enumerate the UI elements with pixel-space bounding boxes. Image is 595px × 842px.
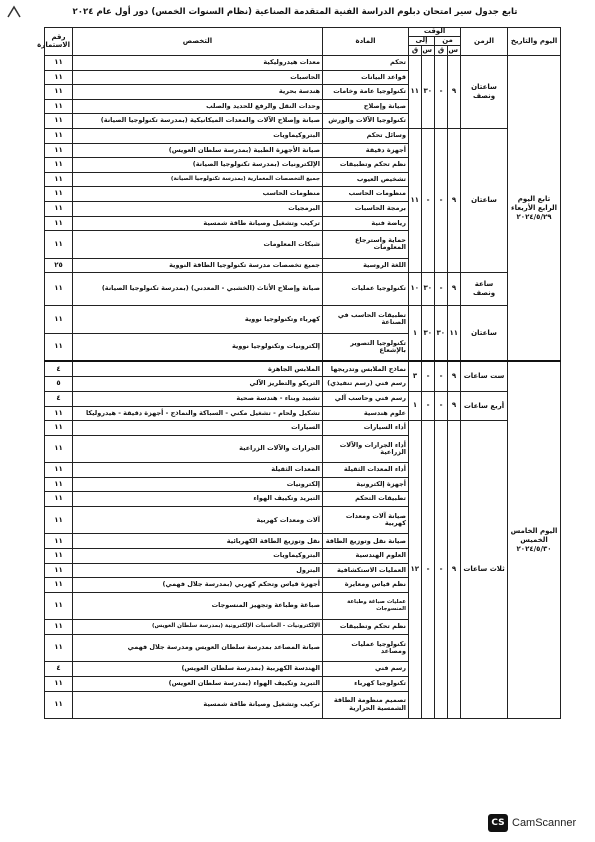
row-specialization: إلكترونيات وتكنولوجيا نووية bbox=[73, 333, 323, 361]
row-form-no: ٤ bbox=[45, 391, 73, 406]
row-subject: حماية واسترجاع المعلومات bbox=[323, 231, 409, 258]
row-specialization: تشييد وبناء - هندسة صحية bbox=[73, 391, 323, 406]
row-subject: أداء المعدات الثقيلة bbox=[323, 463, 409, 478]
row-subject: تشخيص العيوب bbox=[323, 172, 409, 187]
block-from-s: ٩ bbox=[448, 361, 461, 391]
row-specialization: السيارات bbox=[73, 421, 323, 436]
header-duration: الزمن bbox=[461, 28, 508, 56]
header-day-date: اليوم والتاريخ bbox=[508, 28, 561, 56]
row-specialization: شبكات المعلومات bbox=[73, 231, 323, 258]
row-form-no: ١١ bbox=[45, 99, 73, 114]
row-form-no: ١١ bbox=[45, 578, 73, 593]
header-to-s: س bbox=[422, 46, 435, 56]
row-specialization: البرمجيات bbox=[73, 201, 323, 216]
row-subject: عمليات صباغة وطباعة المنسوجات bbox=[323, 592, 409, 619]
block-duration: أربع ساعات bbox=[461, 391, 508, 420]
row-specialization: المعدات الثقيلة bbox=[73, 463, 323, 478]
row-form-no: ١١ bbox=[45, 534, 73, 549]
row-form-no: ١١ bbox=[45, 114, 73, 129]
row-subject: تطبيقات الحاسب في الصناعة bbox=[323, 306, 409, 333]
block-from-q: - bbox=[435, 273, 448, 306]
row-subject: علوم هندسية bbox=[323, 406, 409, 421]
row-form-no: ١١ bbox=[45, 691, 73, 719]
row-form-no: ١١ bbox=[45, 172, 73, 187]
row-subject: رسم فني وحاسب آلي bbox=[323, 391, 409, 406]
row-subject: قواعد البيانات bbox=[323, 70, 409, 85]
row-subject: برمجة الحاسبات bbox=[323, 201, 409, 216]
row-specialization: البتروكيماويات bbox=[73, 549, 323, 564]
row-form-no: ١١ bbox=[45, 549, 73, 564]
block-from-s: ٩ bbox=[448, 56, 461, 129]
block-to-q: ٣٠ bbox=[422, 56, 435, 129]
row-specialization: كهرباء وتكنولوجيا نووية bbox=[73, 306, 323, 333]
row-specialization: أجهزة قياس وتحكم كهربي (بمدرسة جلال فهمي) bbox=[73, 578, 323, 593]
row-specialization: هندسة بحرية bbox=[73, 85, 323, 100]
row-form-no: ١١ bbox=[45, 563, 73, 578]
block-duration: ساعة ونصف bbox=[461, 273, 508, 306]
camscanner-logo-icon: CS bbox=[488, 814, 508, 832]
row-specialization: البترول bbox=[73, 563, 323, 578]
row-specialization: الإلكترونيات - الحاسبات الإلكترونية (بمدرسة سلطان العويس) bbox=[73, 620, 323, 635]
row-form-no: ١١ bbox=[45, 306, 73, 333]
block-duration: ساعتان bbox=[461, 128, 508, 272]
row-form-no: ١١ bbox=[45, 273, 73, 306]
block-from-s: ١١ bbox=[448, 306, 461, 362]
row-subject: تكنولوجيا كهرباء bbox=[323, 676, 409, 691]
row-form-no: ١١ bbox=[45, 634, 73, 661]
row-subject: رسم فني bbox=[323, 662, 409, 677]
block-to-s: ١١ bbox=[409, 56, 422, 129]
header-specialization: التخصص bbox=[73, 28, 323, 56]
row-subject: نظم قياس ومعايرة bbox=[323, 578, 409, 593]
block-from-s: ٩ bbox=[448, 128, 461, 272]
day-wednesday: تابع اليوم الرابع الأربعاء ٢٠٢٤/٥/٢٩ bbox=[508, 56, 561, 362]
row-form-no: ١١ bbox=[45, 435, 73, 462]
row-subject: صيانة آلات ومعدات كهربية bbox=[323, 506, 409, 533]
row-form-no: ١١ bbox=[45, 143, 73, 158]
header-form-no: رقم الاستمارة bbox=[45, 28, 73, 56]
header-to: إلى bbox=[409, 37, 435, 46]
row-form-no: ١١ bbox=[45, 676, 73, 691]
row-subject: صيانة وإصلاح bbox=[323, 99, 409, 114]
row-form-no: ١١ bbox=[45, 231, 73, 258]
row-specialization: صيانة وإصلاح الأثاث (الخشبي - المعدني) (بمدرسة تكنولوجيا الصيانة) bbox=[73, 273, 323, 306]
block-to-s: ١ bbox=[409, 391, 422, 420]
corner-scan-mark bbox=[6, 4, 24, 18]
row-subject: تطبيقات التحكم bbox=[323, 492, 409, 507]
block-from-s: ٩ bbox=[448, 273, 461, 306]
row-form-no: ١١ bbox=[45, 70, 73, 85]
row-form-no: ١١ bbox=[45, 592, 73, 619]
row-form-no: ١١ bbox=[45, 333, 73, 361]
header-subject: المادة bbox=[323, 28, 409, 56]
block-from-s: ٩ bbox=[448, 391, 461, 420]
header-time: الوقت bbox=[409, 28, 461, 37]
row-subject: منظومات الحاسب bbox=[323, 187, 409, 202]
row-subject: أجهزة دقيقة bbox=[323, 143, 409, 158]
row-form-no: ٤ bbox=[45, 361, 73, 376]
page-title: تابع جدول سير امتحان دبلوم الدراسة الفنية المتقدمة الصناعية (نظام السنوات الخمس) دور أول عام ٢٠٢٤ bbox=[72, 7, 518, 17]
row-specialization: التبريد وتكييف الهواء (بمدرسة سلطان العويس) bbox=[73, 676, 323, 691]
row-form-no: ٢٥ bbox=[45, 258, 73, 273]
block-from-s: ٩ bbox=[448, 421, 461, 719]
schedule-table-wrapper bbox=[37, 27, 560, 719]
block-from-q: ٣٠ bbox=[435, 306, 448, 362]
row-subject: تكنولوجيا الآلات والورش bbox=[323, 114, 409, 129]
row-form-no: ١١ bbox=[45, 463, 73, 478]
row-subject: صيانة نقل وتوزيع الطاقة bbox=[323, 534, 409, 549]
row-specialization: الملابس الجاهزة bbox=[73, 361, 323, 376]
header-from-q: ق bbox=[435, 46, 448, 56]
block-to-s: ١٠ bbox=[409, 273, 422, 306]
row-specialization: الإلكترونيات (بمدرسة تكنولوجيا الصيانة) bbox=[73, 158, 323, 173]
block-to-q: - bbox=[422, 421, 435, 719]
row-subject: أداء الجرارات والآلات الزراعية bbox=[323, 435, 409, 462]
row-subject: اللغة الروسية bbox=[323, 258, 409, 273]
row-subject: تحكم bbox=[323, 56, 409, 71]
row-subject: نظم تحكم وتطبيقات bbox=[323, 158, 409, 173]
row-specialization: صيانة المصاعد بمدرسة سلطان العويس ومدرسة جلال فهمي bbox=[73, 634, 323, 661]
row-subject: رياضة فنية bbox=[323, 216, 409, 231]
row-form-no: ١١ bbox=[45, 620, 73, 635]
row-form-no: ١١ bbox=[45, 506, 73, 533]
row-form-no: ١١ bbox=[45, 85, 73, 100]
row-subject: تكنولوجيا عامة وخامات bbox=[323, 85, 409, 100]
block-from-q: - bbox=[435, 56, 448, 129]
day-thursday: اليوم الخامس الخميس ٢٠٢٤/٥/٣٠ bbox=[508, 361, 561, 718]
camscanner-brand-text: CamScanner bbox=[512, 817, 577, 829]
row-subject: العمليات الاستكشافية bbox=[323, 563, 409, 578]
header-to-q: ق bbox=[409, 46, 422, 56]
row-subject: نماذج الملابس وتدريجها bbox=[323, 361, 409, 376]
camscanner-watermark bbox=[488, 812, 588, 834]
block-from-q: - bbox=[435, 128, 448, 272]
block-to-s: ١٢ bbox=[409, 421, 422, 719]
row-subject: نظم تحكم وتطبيقات bbox=[323, 620, 409, 635]
row-specialization: الحاسبات bbox=[73, 70, 323, 85]
row-specialization: جميع التخصصات المعمارية (بمدرسة تكنولوجيا الصيانة) bbox=[73, 172, 323, 187]
block-from-q: - bbox=[435, 391, 448, 420]
block-to-s: ١ bbox=[409, 306, 422, 362]
row-specialization: الهندسة الكهربية (بمدرسة سلطان العويس) bbox=[73, 662, 323, 677]
block-to-s: ٣ bbox=[409, 361, 422, 391]
block-to-q: - bbox=[422, 361, 435, 391]
row-specialization: البتروكيماويات bbox=[73, 128, 323, 143]
row-subject: تصميم منظومة الطاقة الشمسية الحرارية bbox=[323, 691, 409, 719]
block-from-q: - bbox=[435, 361, 448, 391]
row-form-no: ١١ bbox=[45, 201, 73, 216]
row-form-no: ١١ bbox=[45, 406, 73, 421]
row-subject: وسائل تحكم bbox=[323, 128, 409, 143]
row-specialization: صيانة وإصلاح الآلات والمعدات الميكانيكية (بمدرسة تكنولوجيا الصيانة) bbox=[73, 114, 323, 129]
block-duration: ثلاث ساعات bbox=[461, 421, 508, 719]
row-form-no: ١١ bbox=[45, 128, 73, 143]
row-form-no: ١١ bbox=[45, 158, 73, 173]
schedule-table bbox=[37, 27, 561, 719]
row-specialization: تشكيل ولحام - تشغيل مكني - السباكة والنماذج - أجهزة دقيقة - هيدروليكا bbox=[73, 406, 323, 421]
block-duration: ساعتان bbox=[461, 306, 508, 362]
block-from-q: - bbox=[435, 421, 448, 719]
row-specialization: آلات ومعدات كهربية bbox=[73, 506, 323, 533]
row-specialization: تركيب وتشغيل وصيانة طاقة شمسية bbox=[73, 691, 323, 719]
row-specialization: الجرارات والآلات الزراعية bbox=[73, 435, 323, 462]
row-specialization: صباغة وطباعة وتجهيز المنسوجات bbox=[73, 592, 323, 619]
row-form-no: ١١ bbox=[45, 477, 73, 492]
row-form-no: ١١ bbox=[45, 421, 73, 436]
block-duration: ست ساعات bbox=[461, 361, 508, 391]
block-duration: ساعتان ونصف bbox=[461, 56, 508, 129]
header-from-s: س bbox=[448, 46, 461, 56]
row-subject: رسم فني (رسم تنفيذي) bbox=[323, 377, 409, 392]
block-to-s: ١١ bbox=[409, 128, 422, 272]
row-specialization: التريكو والتطريز الآلي bbox=[73, 377, 323, 392]
row-subject: تكنولوجيا عمليات ومصاعد bbox=[323, 634, 409, 661]
row-subject: العلوم الهندسية bbox=[323, 549, 409, 564]
row-form-no: ٥ bbox=[45, 377, 73, 392]
row-specialization: جميع تخصصات مدرسة تكنولوجيا الطاقة النووية bbox=[73, 258, 323, 273]
block-to-q: ٣٠ bbox=[422, 306, 435, 362]
row-form-no: ١١ bbox=[45, 187, 73, 202]
row-form-no: ١١ bbox=[45, 216, 73, 231]
row-subject: تكنولوجيا التصوير بالإشعاع bbox=[323, 333, 409, 361]
row-form-no: ١١ bbox=[45, 56, 73, 71]
row-specialization: نقل وتوزيع الطاقة الكهربائية bbox=[73, 534, 323, 549]
header-from: من bbox=[435, 37, 461, 46]
row-specialization: منظومات الحاسب bbox=[73, 187, 323, 202]
row-specialization: تركيب وتشغيل وصيانة طاقة شمسية bbox=[73, 216, 323, 231]
block-to-q: ٣٠ bbox=[422, 273, 435, 306]
row-form-no: ١١ bbox=[45, 492, 73, 507]
row-specialization: إلكترونيات bbox=[73, 477, 323, 492]
row-subject: تكنولوجيا عمليات bbox=[323, 273, 409, 306]
row-specialization: صيانة الأجهزة الطبية (بمدرسة سلطان العويس) bbox=[73, 143, 323, 158]
row-specialization: معدات هيدروليكية bbox=[73, 56, 323, 71]
row-subject: أداء السيارات bbox=[323, 421, 409, 436]
block-to-q: - bbox=[422, 128, 435, 272]
block-to-q: - bbox=[422, 391, 435, 420]
row-specialization: التبريد وتكييف الهواء bbox=[73, 492, 323, 507]
row-specialization: وحدات النقل والرفع للحديد والصلب bbox=[73, 99, 323, 114]
row-subject: أجهزة إلكترونية bbox=[323, 477, 409, 492]
row-form-no: ٤ bbox=[45, 662, 73, 677]
